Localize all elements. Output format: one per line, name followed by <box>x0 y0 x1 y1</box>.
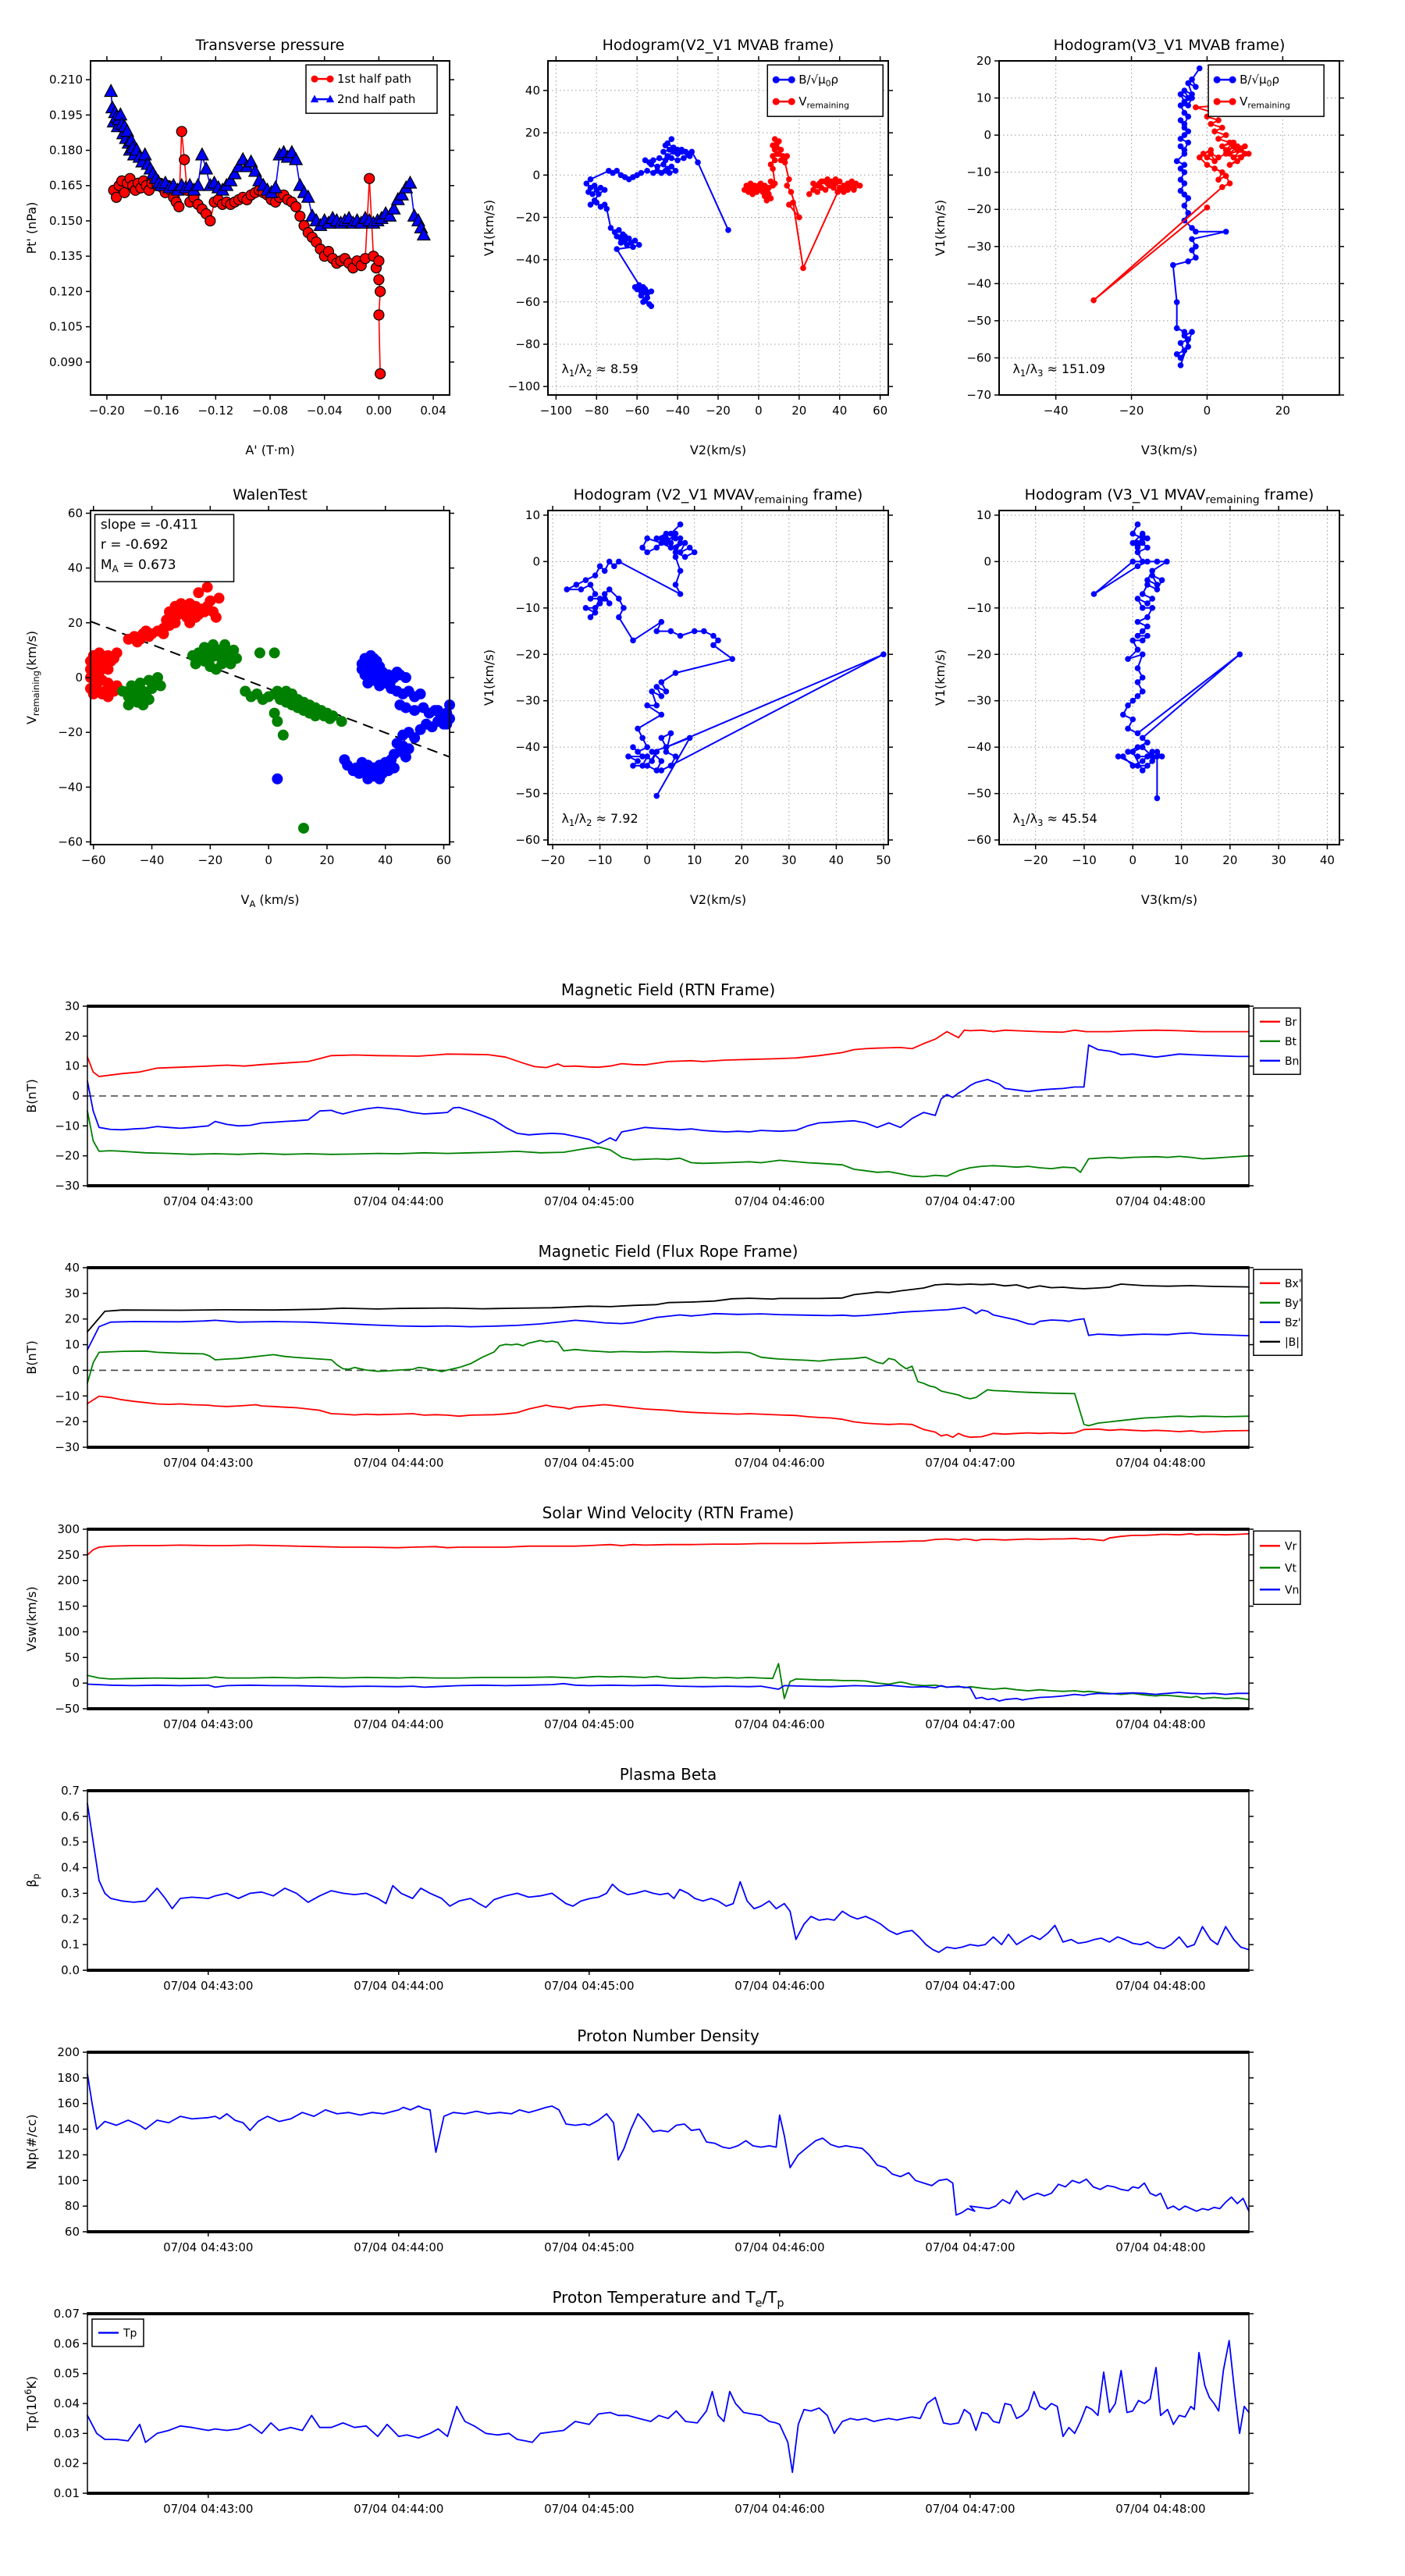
svg-text:10: 10 <box>976 91 991 105</box>
svg-text:07/04 04:44:00: 07/04 04:44:00 <box>354 1456 444 1470</box>
svg-text:07/04 04:47:00: 07/04 04:47:00 <box>925 1194 1016 1208</box>
svg-text:07/04 04:48:00: 07/04 04:48:00 <box>1115 2502 1206 2516</box>
svg-text:V3(km/s): V3(km/s) <box>1140 443 1198 457</box>
svg-text:07/04 04:46:00: 07/04 04:46:00 <box>735 2502 825 2516</box>
svg-text:B(nT): B(nT) <box>24 1340 39 1375</box>
proton-temperature-svg <box>16 2278 1391 2537</box>
hodogram-v2v1-mvab-plot <box>473 17 910 464</box>
svg-text:60: 60 <box>873 404 888 418</box>
svg-text:Proton Number Density: Proton Number Density <box>577 2026 759 2045</box>
hodogram-v3v1-mvav-svg <box>924 467 1361 913</box>
svg-text:Br: Br <box>1284 1016 1297 1029</box>
svg-text:B/√μ0ρ: $B/√\mu_0\rho$ <box>799 73 839 89</box>
svg-text:−20: −20 <box>515 647 540 662</box>
svg-text:2nd half path: 2nd half path <box>337 92 416 107</box>
svg-text:07/04 04:48:00: 07/04 04:48:00 <box>1115 1194 1206 1208</box>
svg-text:07/04 04:45:00: 07/04 04:45:00 <box>544 1717 635 1731</box>
svg-text:0.01: 0.01 <box>53 2486 80 2500</box>
svg-text:Hodogram(V2_V1 MVAB frame): Hodogram(V2_V1 MVAB frame) <box>602 37 834 54</box>
svg-text:60: 60 <box>436 853 452 867</box>
svg-text:07/04 04:45:00: 07/04 04:45:00 <box>544 1979 635 1993</box>
svg-text:V2(km/s): V2(km/s) <box>689 443 747 457</box>
svg-text:07/04 04:46:00: 07/04 04:46:00 <box>735 1979 825 1993</box>
svg-text:By': By' <box>1284 1297 1302 1310</box>
svg-text:Vsw(km/s): Vsw(km/s) <box>24 1586 39 1652</box>
svg-text:−50: −50 <box>966 313 991 328</box>
proton-density-svg <box>16 2016 1391 2275</box>
svg-text:−20: −20 <box>966 202 991 217</box>
svg-text:−20: −20 <box>1023 853 1048 867</box>
svg-text:0.210: 0.210 <box>49 73 83 87</box>
svg-text:−40: −40 <box>1043 404 1069 418</box>
svg-text:60: 60 <box>67 506 83 521</box>
svg-text:07/04 04:46:00: 07/04 04:46:00 <box>735 1456 825 1470</box>
svg-text:Vn: Vn <box>1284 1584 1300 1597</box>
svg-text:Vremaining(km/s): $V_{remaining}(km/s)$ <box>24 630 41 725</box>
svg-text:Np(#/cc): Np(#/cc) <box>24 2114 39 2170</box>
svg-text:−60: −60 <box>80 853 106 867</box>
svg-text:180: 180 <box>57 2070 80 2085</box>
svg-text:−20: −20 <box>55 1414 80 1429</box>
svg-text:−0.20: −0.20 <box>88 404 125 418</box>
svg-text:−20: −20 <box>197 853 223 867</box>
svg-text:V1(km/s): V1(km/s) <box>482 649 496 706</box>
plasma-beta-panel <box>16 1755 1391 2014</box>
svg-text:0: 0 <box>984 554 991 569</box>
svg-text:0.04: 0.04 <box>420 404 446 418</box>
svg-text:−20: −20 <box>1119 404 1144 418</box>
svg-text:300: 300 <box>57 1522 80 1536</box>
svg-text:0: 0 <box>1203 404 1211 418</box>
svg-text:A' (T·m): A' (T·m) <box>245 443 295 457</box>
svg-text:20: 20 <box>1222 853 1238 867</box>
svg-text:10: 10 <box>687 853 702 867</box>
svg-text:07/04 04:43:00: 07/04 04:43:00 <box>163 1979 254 1993</box>
svg-text:07/04 04:46:00: 07/04 04:46:00 <box>735 1717 825 1731</box>
plasma-beta-svg <box>16 1755 1391 2014</box>
svg-text:20: 20 <box>791 404 807 418</box>
svg-text:0.05: 0.05 <box>53 2366 80 2381</box>
svg-text:0: 0 <box>984 128 991 143</box>
svg-text:20: 20 <box>319 853 335 867</box>
svg-text:20: 20 <box>64 1029 80 1044</box>
svg-text:slope = -0.411: slope = -0.411 <box>100 517 198 533</box>
svg-text:λ1/λ2 ≈ 7.92: $\lambda_1/\lambda_2 \approx 7.92$ <box>561 811 638 828</box>
svg-text:−10: −10 <box>55 1119 80 1133</box>
svg-text:0.02: 0.02 <box>53 2456 80 2471</box>
svg-text:07/04 04:45:00: 07/04 04:45:00 <box>544 2502 635 2516</box>
svg-text:Vremaining: $V_{remaining}$ <box>1240 94 1290 111</box>
svg-text:0.135: 0.135 <box>49 249 83 264</box>
svg-text:07/04 04:46:00: 07/04 04:46:00 <box>735 1194 825 1208</box>
svg-text:−40: −40 <box>515 740 540 755</box>
svg-text:40: 40 <box>1319 853 1335 867</box>
svg-text:V2(km/s): V2(km/s) <box>689 892 747 907</box>
svg-text:40: 40 <box>67 560 83 575</box>
svg-text:0.0: 0.0 <box>61 1963 80 1977</box>
svg-text:30: 30 <box>781 853 797 867</box>
svg-text:r = -0.692: r = -0.692 <box>100 537 169 553</box>
svg-text:−20: −20 <box>58 725 83 740</box>
svg-text:0.090: 0.090 <box>49 354 83 369</box>
svg-text:−100: −100 <box>507 379 540 394</box>
svg-text:50: 50 <box>876 853 891 867</box>
svg-text:Plasma Beta: Plasma Beta <box>619 1765 717 1784</box>
svg-text:0.7: 0.7 <box>61 1784 80 1798</box>
svg-text:Tp: Tp <box>123 2327 137 2340</box>
svg-text:160: 160 <box>57 2096 80 2111</box>
svg-text:−20: −20 <box>55 1148 80 1163</box>
svg-text:07/04 04:44:00: 07/04 04:44:00 <box>354 1979 444 1993</box>
svg-text:07/04 04:48:00: 07/04 04:48:00 <box>1115 1979 1206 1993</box>
svg-text:80: 80 <box>64 2199 80 2214</box>
svg-text:30: 30 <box>64 999 80 1013</box>
svg-text:20: 20 <box>976 54 991 68</box>
hodogram-v2v1-mvav-plot <box>473 467 910 913</box>
svg-text:0.06: 0.06 <box>53 2336 80 2351</box>
svg-text:07/04 04:45:00: 07/04 04:45:00 <box>544 2240 635 2254</box>
svg-text:−40: −40 <box>515 252 540 267</box>
svg-text:150: 150 <box>57 1599 80 1614</box>
svg-text:Transverse pressure: Transverse pressure <box>195 37 345 54</box>
svg-text:λ1/λ3 ≈ 151.09: $\lambda_1/\lambda_3 \approx 151.09$ <box>1012 361 1105 379</box>
svg-text:−30: −30 <box>515 693 540 708</box>
svg-text:07/04 04:43:00: 07/04 04:43:00 <box>163 2240 254 2254</box>
svg-text:B/√μ0ρ: $B/√\mu_0\rho$ <box>1240 73 1279 89</box>
svg-text:−10: −10 <box>587 853 613 867</box>
svg-text:0.195: 0.195 <box>49 108 83 123</box>
svg-text:−40: −40 <box>966 276 991 291</box>
svg-text:−60: −60 <box>515 294 540 309</box>
svg-text:10: 10 <box>976 507 991 522</box>
svg-text:−10: −10 <box>966 600 991 615</box>
svg-text:10: 10 <box>64 1337 80 1352</box>
svg-text:50: 50 <box>64 1650 80 1665</box>
svg-text:0.105: 0.105 <box>49 319 83 334</box>
svg-text:20: 20 <box>1275 404 1290 418</box>
svg-text:30: 30 <box>1271 853 1286 867</box>
svg-text:−20: −20 <box>540 853 565 867</box>
magnetic-field-fluxrope-panel <box>16 1232 1391 1491</box>
svg-text:Proton Temperature and Te/Tp: Proton Temperature and $T_e/T_p$ <box>552 2288 784 2310</box>
svg-text:−20: −20 <box>966 647 991 662</box>
svg-text:V1(km/s): V1(km/s) <box>482 199 496 257</box>
svg-text:0.04: 0.04 <box>53 2396 80 2411</box>
svg-text:0.120: 0.120 <box>49 284 83 299</box>
svg-text:VA (km/s): $V_A$ (km/s) <box>240 892 300 909</box>
svg-text:−70: −70 <box>966 388 991 402</box>
svg-text:30: 30 <box>64 1286 80 1300</box>
svg-text:0.2: 0.2 <box>61 1912 80 1927</box>
svg-text:100: 100 <box>57 2173 80 2188</box>
svg-text:20: 20 <box>67 615 83 630</box>
svg-text:10: 10 <box>64 1059 80 1073</box>
svg-text:40: 40 <box>64 1261 80 1275</box>
svg-text:0.4: 0.4 <box>61 1860 80 1875</box>
svg-text:Solar Wind Velocity (RTN Frame: Solar Wind Velocity (RTN Frame) <box>542 1503 795 1522</box>
svg-text:−60: −60 <box>515 833 540 848</box>
svg-text:Hodogram (V3_V1 MVAVremaining: Hodogram (V3_V1 $MVAV_{remaining}$ frame) <box>1024 486 1314 507</box>
svg-text:−20: −20 <box>515 210 540 225</box>
svg-text:0.150: 0.150 <box>49 213 83 228</box>
magnetic-field-rtn-panel <box>16 970 1391 1229</box>
svg-text:0.5: 0.5 <box>61 1834 80 1849</box>
svg-text:−0.08: −0.08 <box>252 404 288 418</box>
svg-text:Hodogram(V3_V1 MVAB frame): Hodogram(V3_V1 MVAB frame) <box>1053 37 1286 54</box>
svg-text:250: 250 <box>57 1547 80 1562</box>
svg-text:20: 20 <box>64 1311 80 1326</box>
svg-text:βp: $\beta_p$ <box>24 1873 41 1888</box>
svg-text:0.165: 0.165 <box>49 178 83 193</box>
svg-text:MA = 0.673: $M_A = 0.673$ <box>100 557 176 575</box>
svg-text:Bt: Bt <box>1284 1035 1297 1048</box>
svg-text:−30: −30 <box>55 1179 80 1193</box>
svg-text:20: 20 <box>525 126 540 141</box>
svg-text:−10: −10 <box>966 165 991 180</box>
svg-text:40: 40 <box>832 404 848 418</box>
svg-text:Vt: Vt <box>1284 1562 1297 1575</box>
svg-text:07/04 04:43:00: 07/04 04:43:00 <box>163 2502 254 2516</box>
svg-text:0: 0 <box>643 853 651 867</box>
svg-text:07/04 04:47:00: 07/04 04:47:00 <box>925 1456 1016 1470</box>
svg-text:0: 0 <box>265 853 272 867</box>
svg-text:07/04 04:46:00: 07/04 04:46:00 <box>735 2240 825 2254</box>
svg-text:07/04 04:45:00: 07/04 04:45:00 <box>544 1456 635 1470</box>
svg-text:07/04 04:44:00: 07/04 04:44:00 <box>354 1194 444 1208</box>
svg-text:−10: −10 <box>55 1389 80 1404</box>
svg-text:40: 40 <box>378 853 393 867</box>
svg-text:0: 0 <box>755 404 763 418</box>
hodogram-v2v1-mvab-svg <box>473 17 910 464</box>
svg-text:−60: −60 <box>58 834 83 849</box>
transverse-pressure-plot <box>16 17 468 464</box>
bfield-rtn-svg <box>16 970 1391 1229</box>
hodogram-v3v1-mvab-plot <box>924 17 1361 464</box>
svg-text:07/04 04:45:00: 07/04 04:45:00 <box>544 1194 635 1208</box>
svg-text:0: 0 <box>1129 853 1137 867</box>
svg-text:07/04 04:48:00: 07/04 04:48:00 <box>1115 1456 1206 1470</box>
svg-text:120: 120 <box>57 2147 80 2162</box>
svg-text:V3(km/s): V3(km/s) <box>1140 892 1198 907</box>
svg-text:−30: −30 <box>55 1440 80 1454</box>
svg-text:−40: −40 <box>139 853 165 867</box>
svg-text:Magnetic Field (RTN Frame): Magnetic Field (RTN Frame) <box>560 980 776 999</box>
svg-text:0: 0 <box>72 1676 80 1691</box>
svg-text:−0.04: −0.04 <box>306 404 343 418</box>
svg-text:60: 60 <box>64 2225 80 2239</box>
svg-text:−0.16: −0.16 <box>143 404 180 418</box>
svg-text:Hodogram (V2_V1 MVAVremaining: Hodogram (V2_V1 $MVAV_{remaining}$ frame) <box>573 486 863 507</box>
svg-text:07/04 04:47:00: 07/04 04:47:00 <box>925 1979 1016 1993</box>
svg-text:Magnetic Field (Flux Rope Fram: Magnetic Field (Flux Rope Frame) <box>538 1242 799 1261</box>
solar-wind-velocity-panel <box>16 1493 1391 1752</box>
svg-text:−0.12: −0.12 <box>197 404 234 418</box>
svg-text:−80: −80 <box>584 404 610 418</box>
svg-text:10: 10 <box>525 507 540 522</box>
svg-text:1st half path: 1st half path <box>337 72 412 87</box>
svg-text:0.180: 0.180 <box>49 143 83 158</box>
svg-text:0.03: 0.03 <box>53 2426 80 2441</box>
svg-text:−10: −10 <box>1072 853 1097 867</box>
svg-text:−10: −10 <box>515 600 540 615</box>
svg-text:100: 100 <box>57 1624 80 1639</box>
svg-text:−30: −30 <box>966 239 991 254</box>
walen-test-plot <box>16 467 468 913</box>
svg-text:Tp(106K): $Tp(10^6K)$ <box>22 2375 39 2432</box>
svg-text:Vremaining: $V_{remaining}$ <box>799 94 850 111</box>
svg-text:07/04 04:43:00: 07/04 04:43:00 <box>163 1194 254 1208</box>
svg-text:10: 10 <box>1174 853 1190 867</box>
svg-text:0: 0 <box>72 1363 80 1378</box>
svg-text:−50: −50 <box>55 1702 80 1716</box>
hodogram-v3v1-mvav-plot <box>924 467 1361 913</box>
svg-text:WalenTest: WalenTest <box>233 486 308 503</box>
svg-text:Bn: Bn <box>1284 1055 1300 1068</box>
hodogram-v2v1-mvav-svg <box>473 467 910 913</box>
svg-text:−50: −50 <box>966 786 991 801</box>
svg-text:−30: −30 <box>966 693 991 708</box>
transverse-pressure-svg <box>16 17 468 464</box>
svg-text:0: 0 <box>72 1089 80 1103</box>
proton-density-panel <box>16 2016 1391 2275</box>
svg-text:B(nT): B(nT) <box>24 1079 39 1113</box>
svg-text:λ1/λ3 ≈ 45.54: $\lambda_1/\lambda_3 \approx 45.54$ <box>1012 811 1097 828</box>
svg-text:07/04 04:47:00: 07/04 04:47:00 <box>925 2502 1016 2516</box>
svg-text:V1(km/s): V1(km/s) <box>933 199 948 257</box>
svg-text:07/04 04:44:00: 07/04 04:44:00 <box>354 1717 444 1731</box>
svg-text:−40: −40 <box>58 780 83 795</box>
svg-text:Bz': Bz' <box>1284 1316 1301 1329</box>
svg-text:−40: −40 <box>966 740 991 755</box>
svg-text:07/04 04:47:00: 07/04 04:47:00 <box>925 2240 1016 2254</box>
svg-text:Vr: Vr <box>1284 1540 1297 1553</box>
svg-text:0.00: 0.00 <box>365 404 393 418</box>
svg-text:07/04 04:44:00: 07/04 04:44:00 <box>354 2240 444 2254</box>
svg-text:07/04 04:47:00: 07/04 04:47:00 <box>925 1717 1016 1731</box>
svg-text:07/04 04:43:00: 07/04 04:43:00 <box>163 1717 254 1731</box>
svg-text:0: 0 <box>75 671 83 685</box>
hodogram-v3v1-mvab-svg <box>924 17 1361 464</box>
svg-text:−40: −40 <box>665 404 690 418</box>
svg-text:0.3: 0.3 <box>61 1886 80 1901</box>
walen-test-svg <box>16 467 468 913</box>
svg-text:40: 40 <box>525 83 540 98</box>
bfield-fluxrope-svg <box>16 1232 1391 1491</box>
svg-text:07/04 04:48:00: 07/04 04:48:00 <box>1115 1717 1206 1731</box>
svg-text:0.6: 0.6 <box>61 1809 80 1823</box>
svg-text:Pt' (nPa): Pt' (nPa) <box>24 201 39 254</box>
svg-text:−20: −20 <box>706 404 731 418</box>
svg-text:λ1/λ2 ≈ 8.59: $\lambda_1/\lambda_2 \approx 8.59$ <box>561 361 638 379</box>
svg-text:V1(km/s): V1(km/s) <box>933 649 948 706</box>
svg-text:0.07: 0.07 <box>53 2307 80 2321</box>
svg-text:−60: −60 <box>966 833 991 848</box>
svg-text:200: 200 <box>57 1573 80 1588</box>
svg-text:−100: −100 <box>539 404 572 418</box>
svg-text:−60: −60 <box>966 350 991 365</box>
svg-text:20: 20 <box>734 853 749 867</box>
svg-text:−50: −50 <box>515 786 540 801</box>
svg-text:−60: −60 <box>624 404 650 418</box>
svg-text:|B|: |B| <box>1284 1336 1300 1349</box>
svg-text:140: 140 <box>57 2122 80 2137</box>
svg-text:0.1: 0.1 <box>61 1937 80 1952</box>
svg-text:0: 0 <box>532 168 540 183</box>
velocity-rtn-svg <box>16 1493 1391 1752</box>
svg-text:Bx': Bx' <box>1284 1277 1302 1290</box>
svg-text:200: 200 <box>57 2045 80 2059</box>
svg-text:07/04 04:44:00: 07/04 04:44:00 <box>354 2502 444 2516</box>
svg-text:0: 0 <box>532 554 540 569</box>
svg-text:07/04 04:48:00: 07/04 04:48:00 <box>1115 2240 1206 2254</box>
svg-text:07/04 04:43:00: 07/04 04:43:00 <box>163 1456 254 1470</box>
proton-temperature-panel <box>16 2278 1391 2537</box>
svg-text:−80: −80 <box>515 336 540 351</box>
svg-text:40: 40 <box>828 853 844 867</box>
